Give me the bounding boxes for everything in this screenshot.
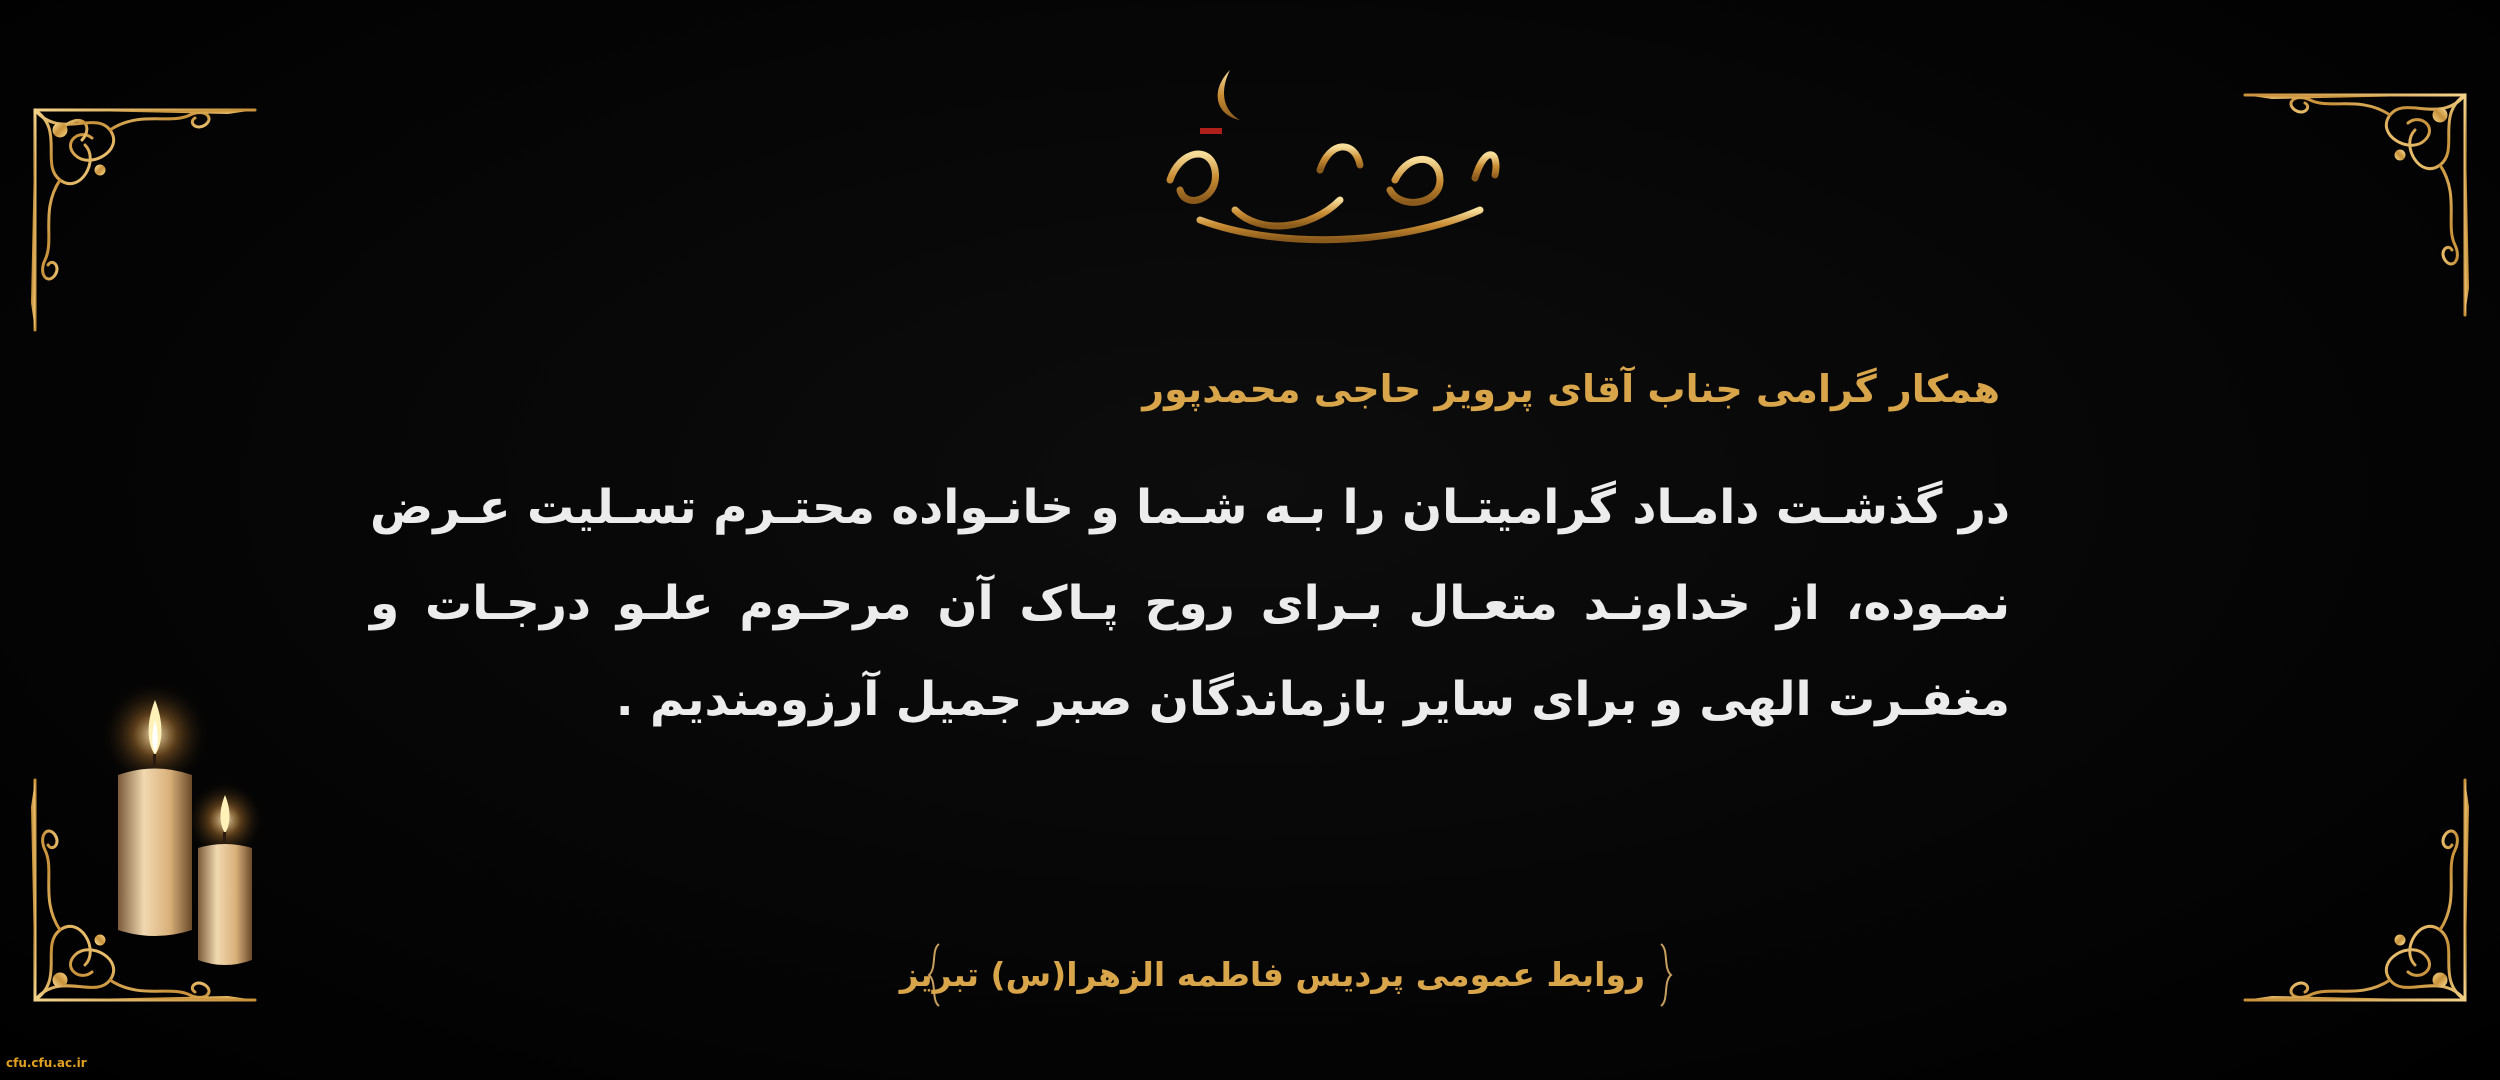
signature-text: روابط عمومی پردیس فاطمه الزهرا(س) تبریز [899,955,1645,994]
recipient-line: همکار گرامی جناب آقای پرویز حاجی محمدپور [1142,367,2000,411]
ornament-bottom-right-icon [2220,760,2500,1040]
calligraphy-logo [1140,60,1510,260]
candles-icon [90,680,290,980]
ornament-top-left-icon [0,70,280,350]
condolence-message: در گذشـت دامـاد گرامیتـان را بـه شـما و خانـواده محتـرم تسـلیت عـرض نمـوده، از خداونـد متعـال بـرای روح پـاک آن مرحـوم علـو درجـات و مغفـرت الهی و برای سایر بازماندگان صبر جمیل آرزومندیم . [370,480,2010,727]
signature-frame [899,940,1675,1010]
bracket-right-icon [1655,940,1675,1010]
ornament-top-right-icon [2220,55,2500,335]
site-watermark: cfu.cfu.ac.ir [6,1056,87,1070]
